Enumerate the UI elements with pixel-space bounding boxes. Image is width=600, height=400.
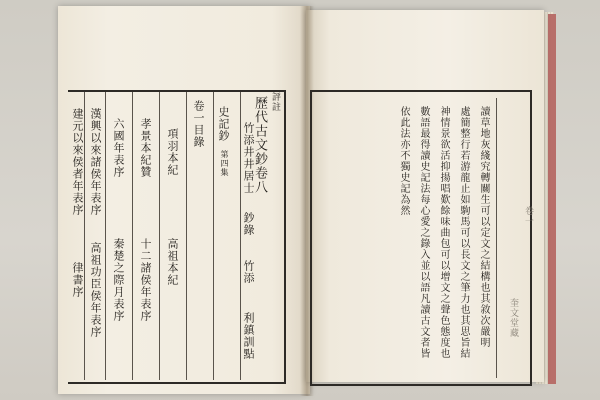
book-cover-edge	[548, 14, 556, 384]
contents-entry: 項羽本紀	[166, 128, 179, 176]
header-label: 評註	[270, 92, 280, 112]
annotator-name: 竹添	[242, 260, 255, 284]
column-rule	[84, 92, 85, 380]
column-rule	[240, 92, 241, 380]
publisher-mark: 奎文堂藏	[508, 298, 518, 338]
column-rule	[159, 92, 160, 380]
contents-entry: 高祖功臣侯年表序	[89, 242, 102, 338]
contents-entry: 律書序	[71, 262, 84, 298]
contents-heading: 卷一目錄	[192, 100, 205, 148]
contents-entry: 高祖本紀	[166, 238, 179, 286]
text-column: 數語最得讀史記法每心愛之錄入並以語凡讀古文者皆	[418, 106, 429, 359]
margin-label: 卷一	[523, 206, 533, 226]
contents-entry: 六國年表序	[112, 118, 125, 178]
contents-entry: 漢興以來諸侯年表序	[89, 108, 102, 216]
column-rule	[132, 92, 133, 380]
text-column: 處簡整行若游龍止如駒馬可以長文之筆力也其思旨結	[458, 106, 469, 359]
contents-entry: 建元以來侯者年表序	[71, 108, 84, 216]
contents-entry: 孝景本紀贊	[139, 118, 152, 178]
column-rule	[213, 92, 214, 380]
column-rule	[105, 92, 106, 380]
contents-entry: 秦楚之際月表序	[112, 238, 125, 322]
text-column: 依此法亦不獨史記為然	[398, 106, 409, 216]
book-label: 史記鈔	[217, 106, 230, 142]
volume-title: 歷代古文鈔卷八	[252, 96, 267, 194]
contents-entry: 十二諸侯年表序	[139, 238, 152, 322]
compiler-name: 竹添井井居士	[242, 122, 255, 194]
column-rule	[186, 92, 187, 380]
annotator-role: 利鎮訓點	[242, 312, 255, 360]
compiler-role: 鈔錄	[242, 212, 255, 236]
text-column: 神情景欲活抑揚唱歎餘味曲包可以增文之聲色態度也	[438, 106, 449, 359]
text-column: 讀草地灰綫究轉關生可以定文之結構也其敘次嚴明	[478, 106, 489, 348]
column-rule	[496, 98, 497, 378]
volume-label: 第四集	[220, 150, 229, 177]
